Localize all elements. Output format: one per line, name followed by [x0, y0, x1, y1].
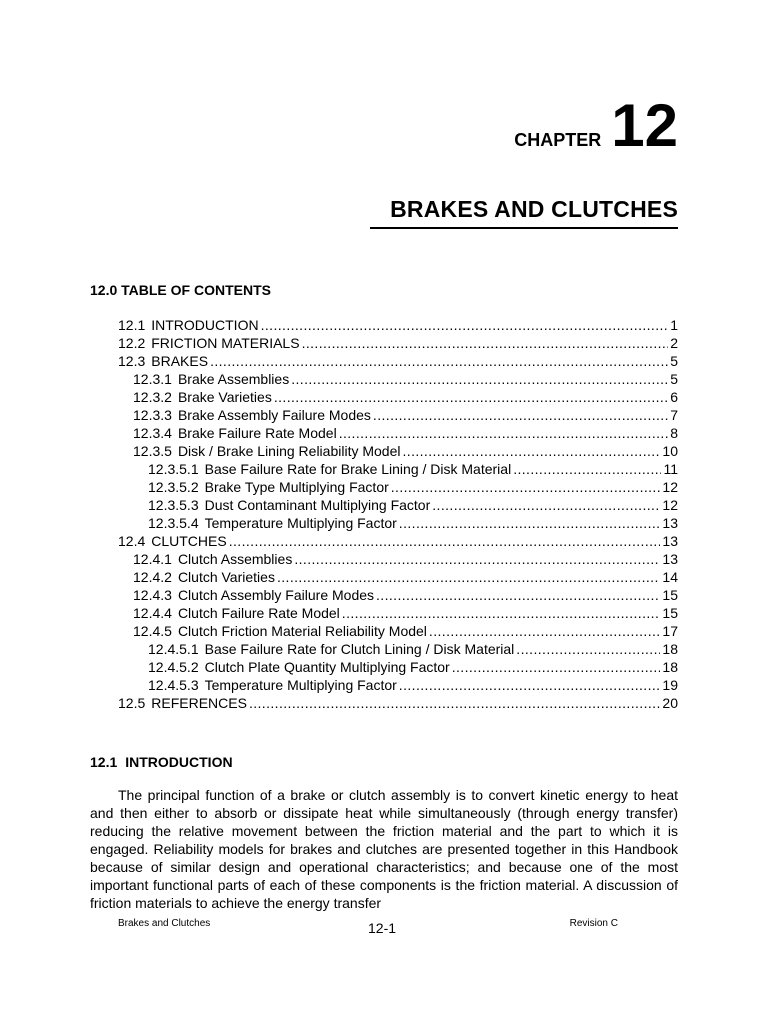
toc-entry-page: 10 [662, 443, 678, 459]
toc-entry-page: 20 [662, 695, 678, 711]
toc-entry[interactable] [133, 442, 678, 460]
toc-entry-label: Clutch Varieties [177, 569, 275, 585]
toc-entry[interactable] [133, 604, 678, 622]
toc-entry[interactable] [133, 370, 678, 388]
toc-entry-label: FRICTION MATERIALS [151, 335, 300, 351]
toc-entry-label: Brake Assemblies [177, 371, 290, 387]
toc-entry[interactable] [148, 676, 678, 694]
toc-entry-number: 12.3.1 [133, 371, 172, 387]
toc-entry-page: 5 [670, 371, 678, 387]
toc-entry-number: 12.4 [118, 533, 146, 549]
toc-entry[interactable] [133, 586, 678, 604]
toc-dot-leader [399, 514, 661, 532]
chapter-number: 12 [611, 92, 678, 159]
toc-entry-number: 12.4.5.3 [148, 677, 199, 693]
toc-dot-leader [249, 694, 660, 712]
toc-entry-number: 12.4.2 [133, 569, 172, 585]
toc-dot-leader [399, 676, 661, 694]
toc-entry-label: REFERENCES [151, 695, 247, 711]
toc-dot-leader [342, 604, 661, 622]
toc-entry[interactable] [118, 316, 678, 334]
toc-entry-number: 12.1 [118, 317, 146, 333]
toc-entry-page: 2 [670, 335, 678, 351]
toc-entry[interactable] [118, 532, 678, 550]
toc-dot-leader [294, 550, 660, 568]
toc-entry-number: 12.3 [118, 353, 146, 369]
toc-dot-leader [373, 406, 668, 424]
toc-entry-page: 15 [662, 605, 678, 621]
toc-dot-leader [291, 370, 668, 388]
toc-entry-number: 12.4.4 [133, 605, 172, 621]
toc-dot-leader [432, 496, 660, 514]
toc-entry[interactable] [133, 424, 678, 442]
toc-entry-label: Disk / Brake Lining Reliability Model [177, 443, 401, 459]
toc-entry[interactable] [133, 550, 678, 568]
toc-entry-label: Clutch Plate Quantity Multiplying Factor [204, 659, 450, 675]
toc-entry[interactable] [148, 514, 678, 532]
toc-entry-label: CLUTCHES [151, 533, 227, 549]
chapter-label: CHAPTER [514, 130, 602, 150]
toc-dot-leader [452, 658, 661, 676]
toc-entry-page: 5 [670, 353, 678, 369]
toc-dot-leader [513, 460, 661, 478]
toc-entry-number: 12.4.3 [133, 587, 172, 603]
toc-entry-page: 18 [662, 641, 678, 657]
toc-dot-leader [261, 316, 669, 334]
toc-entry-number: 12.4.5 [133, 623, 172, 639]
toc-entry-label: Brake Varieties [177, 389, 272, 405]
toc-dot-leader [210, 352, 668, 370]
toc-entry-page: 13 [662, 515, 678, 531]
toc-entry-page: 7 [670, 407, 678, 423]
toc-entry-label: Clutch Failure Rate Model [177, 605, 340, 621]
toc-entry-label: BRAKES [151, 353, 209, 369]
section-heading [90, 754, 233, 770]
toc-entry-label: Brake Type Multiplying Factor [204, 479, 389, 495]
toc-entry[interactable] [118, 352, 678, 370]
toc-entry[interactable] [148, 496, 678, 514]
toc-dot-leader [429, 622, 661, 640]
toc-entry-page: 8 [670, 425, 678, 441]
toc-entry-page: 13 [662, 533, 678, 549]
toc-entry-label: INTRODUCTION [151, 317, 259, 333]
toc-entry[interactable] [148, 640, 678, 658]
toc-dot-leader [274, 388, 668, 406]
toc-dot-leader [229, 532, 661, 550]
toc-entry-label: Clutch Assemblies [177, 551, 293, 567]
footer-revision: Revision C [569, 918, 618, 929]
toc-entry-page: 1 [670, 317, 678, 333]
page-title: BRAKES AND CLUTCHES [390, 196, 678, 222]
toc-entry[interactable] [133, 406, 678, 424]
toc-entry[interactable] [148, 658, 678, 676]
toc-entry-page: 19 [662, 677, 678, 693]
toc-dot-leader [376, 586, 660, 604]
toc-entry-number: 12.3.5.4 [148, 515, 199, 531]
toc-entry[interactable] [118, 694, 678, 712]
footer-doc-title: Brakes and Clutches [118, 918, 211, 929]
toc-entry-number: 12.4.5.2 [148, 659, 199, 675]
toc-entry-label: Base Failure Rate for Clutch Lining / Disk Material [204, 641, 515, 657]
toc-entry-page: 6 [670, 389, 678, 405]
toc-entry-label: Brake Assembly Failure Modes [177, 407, 371, 423]
toc-entry-label: Clutch Assembly Failure Modes [177, 587, 375, 603]
toc-entry-label: Temperature Multiplying Factor [204, 677, 397, 693]
toc-entry[interactable] [133, 622, 678, 640]
toc-entry-number: 12.3.5.1 [148, 461, 199, 477]
toc-entry-number: 12.3.2 [133, 389, 172, 405]
toc-entry-number: 12.4.5.1 [148, 641, 199, 657]
toc-entry[interactable] [148, 478, 678, 496]
toc-entry-page: 12 [662, 497, 678, 513]
toc-entry[interactable] [133, 568, 678, 586]
toc-heading: 12.0 TABLE OF CONTENTS [90, 282, 271, 298]
toc-dot-leader [402, 442, 660, 460]
toc-dot-leader [302, 334, 669, 352]
toc-dot-leader [391, 478, 661, 496]
page-footer [118, 918, 618, 938]
toc-dot-leader [277, 568, 660, 586]
toc-entry-label: Base Failure Rate for Brake Lining / Disk Material [204, 461, 512, 477]
toc-entry-page: 18 [662, 659, 678, 675]
toc-entry-number: 12.3.5.3 [148, 497, 199, 513]
chapter-header [514, 92, 678, 159]
toc-entry-page: 13 [662, 551, 678, 567]
toc-entry-page: 14 [662, 569, 678, 585]
intro-paragraph: The principal function of a brake or clutch assembly is to convert kinetic energy to heat and then either to absorb or dissipate heat while simultaneously (through energy transfer) reducing the relative movement between the friction material and the part to which it is engaged. Reliability models for brakes and clutches are presented together in this Handbook because of similar design and operational characteristics; and because one of the most important functional parts of each of these components is the friction material. A discussion of friction materials to achieve the energy transfer [90, 787, 678, 911]
section-number: 12.1 [90, 754, 118, 770]
toc-entry[interactable] [118, 334, 678, 352]
toc-entry[interactable] [148, 460, 678, 478]
toc-entry-page: 15 [662, 587, 678, 603]
toc-dot-leader [516, 640, 660, 658]
toc-entry-number: 12.5 [118, 695, 146, 711]
footer-page-number: 12-1 [368, 920, 397, 936]
toc-entry-number: 12.3.5 [133, 443, 172, 459]
toc-entry-page: 17 [662, 623, 678, 639]
toc-dot-leader [339, 424, 669, 442]
section-title: INTRODUCTION [125, 754, 233, 770]
table-of-contents [118, 316, 678, 712]
toc-entry[interactable] [133, 388, 678, 406]
toc-entry-number: 12.2 [118, 335, 146, 351]
toc-entry-label: Clutch Friction Material Reliability Model [177, 623, 427, 639]
toc-entry-number: 12.3.3 [133, 407, 172, 423]
toc-entry-number: 12.3.4 [133, 425, 172, 441]
toc-entry-label: Brake Failure Rate Model [177, 425, 337, 441]
toc-entry-page: 11 [663, 461, 678, 477]
toc-entry-number: 12.3.5.2 [148, 479, 199, 495]
toc-entry-label: Temperature Multiplying Factor [204, 515, 397, 531]
toc-entry-label: Dust Contaminant Multiplying Factor [204, 497, 431, 513]
toc-entry-page: 12 [662, 479, 678, 495]
title-underline [370, 227, 678, 229]
toc-entry-number: 12.4.1 [133, 551, 172, 567]
